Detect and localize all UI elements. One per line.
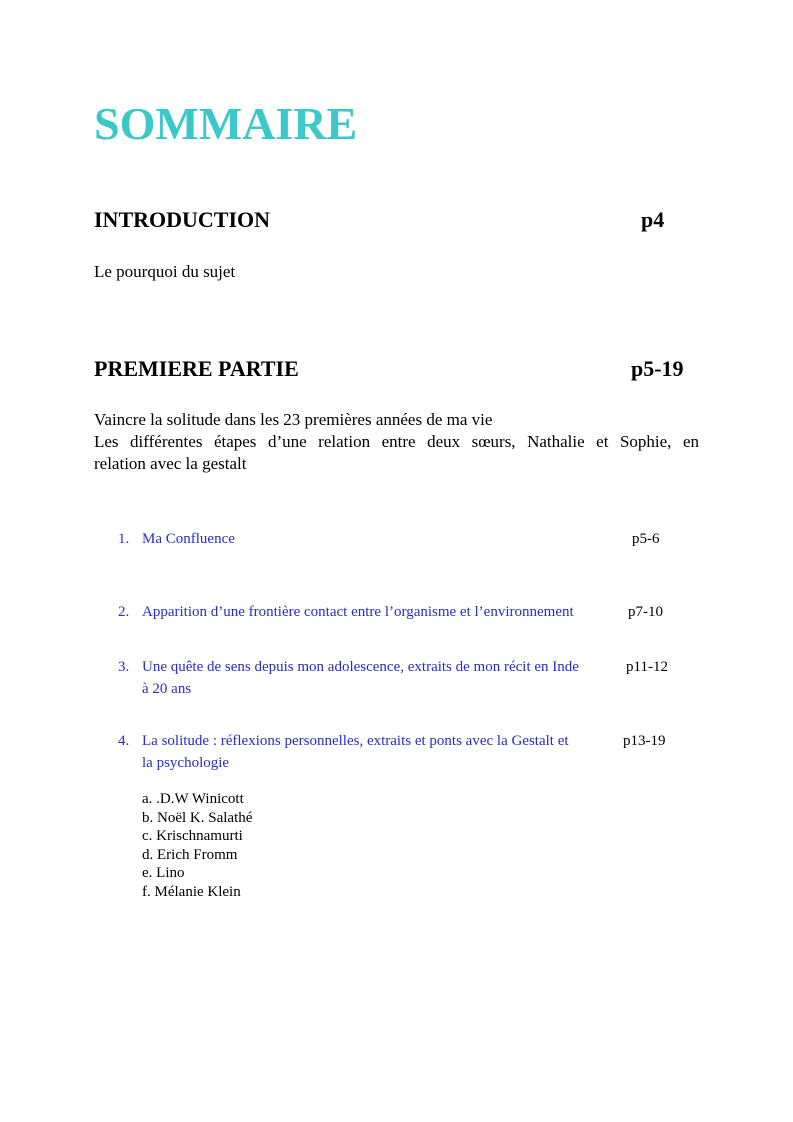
toc-item-page: p5-6 bbox=[632, 531, 660, 547]
sub-item: c. Krischnamurti bbox=[142, 828, 243, 844]
toc-item-title-continued[interactable]: la psychologie bbox=[142, 755, 230, 771]
toc-item-number: 2. bbox=[118, 604, 130, 620]
sub-item: f. Mélanie Klein bbox=[142, 883, 241, 900]
toc-item-page: p13-19 bbox=[623, 733, 666, 749]
premiere-partie-line-3: relation avec la gestalt bbox=[94, 454, 247, 473]
premiere-partie-line-2: Les différentes étapes d’une relation entre deux sœurs, Nathalie et Sophie, en bbox=[94, 432, 699, 451]
toc-item-title[interactable]: Apparition d’une frontière contact entre l’organisme et l’environnement bbox=[142, 604, 574, 620]
document-title: SOMMAIRE bbox=[94, 98, 358, 149]
toc-item-number: 3. bbox=[118, 659, 130, 675]
premiere-partie-line-1: Vaincre la solitude dans les 23 premières années de ma vie bbox=[94, 410, 493, 429]
toc-item-title-continued[interactable]: à 20 ans bbox=[142, 681, 192, 697]
toc-item-title[interactable]: Une quête de sens depuis mon adolescence, extraits de mon récit en Inde bbox=[142, 659, 579, 675]
introduction-subtitle: Le pourquoi du sujet bbox=[94, 262, 236, 281]
premiere-partie-page: p5-19 bbox=[631, 356, 684, 381]
sub-item-list bbox=[142, 790, 252, 901]
premiere-partie-description bbox=[94, 409, 699, 475]
toc-item-number: 1. bbox=[118, 531, 130, 547]
premiere-partie-heading: PREMIERE PARTIE bbox=[94, 356, 299, 381]
toc-item-title[interactable]: Ma Confluence bbox=[142, 531, 235, 547]
sub-item: a. .D.W Winicott bbox=[142, 791, 244, 807]
toc-item-page: p11-12 bbox=[626, 659, 668, 675]
toc-item-number: 4. bbox=[118, 733, 130, 749]
introduction-heading: INTRODUCTION bbox=[94, 207, 271, 232]
toc-item-title[interactable]: La solitude : réflexions personnelles, extraits et ponts avec la Gestalt et bbox=[142, 733, 569, 749]
sub-item: b. Noël K. Salathé bbox=[142, 809, 253, 826]
introduction-page: p4 bbox=[641, 207, 665, 232]
toc-item-page: p7-10 bbox=[628, 604, 663, 620]
sub-item: d. Erich Fromm bbox=[142, 846, 238, 863]
sub-item: e. Lino bbox=[142, 865, 185, 881]
